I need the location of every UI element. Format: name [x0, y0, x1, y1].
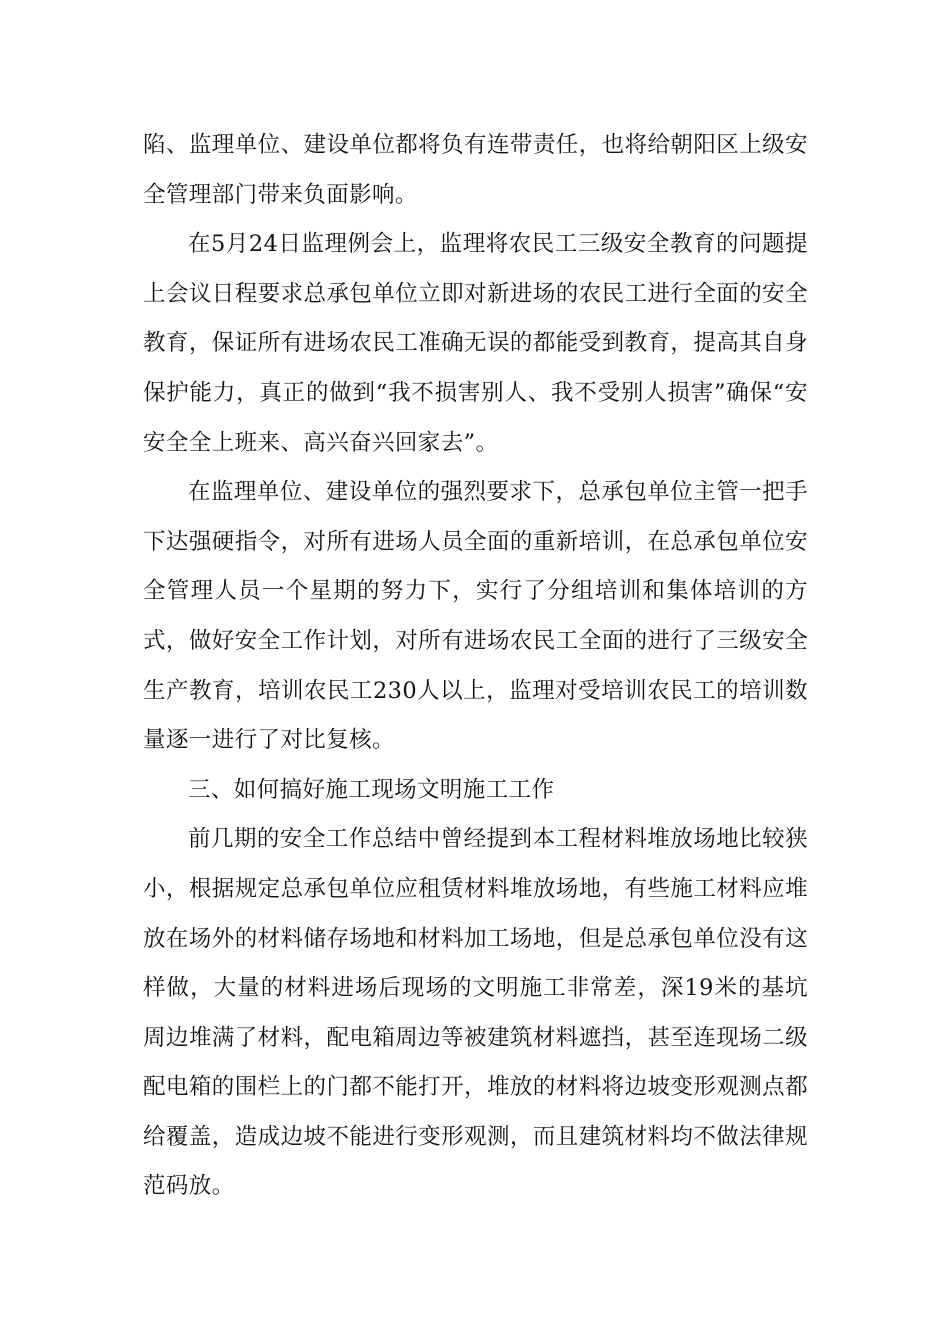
paragraph-safety-education-meeting: 在5月24日监理例会上，监理将农民工三级安全教育的问题提上会议日程要求总承包单位立即对新进场的农民工进行全面的安全教育，保证所有进场农民工准确无误的都能受到教育，提高其自身保护能力，真正的做到“我不损害别人、我不受别人损害”确保“安安全全上班来、高兴奋兴回家去”。: [143, 231, 808, 456]
paragraph-material-storage: 前几期的安全工作总结中曾经提到本工程材料堆放场地比较狭小，根据规定总承包单位应租赁材料堆放场地，有些施工材料应堆放在场外的材料储存场地和材料加工场地，但是总承包单位没有这样做，大量的材料进场后现场的文明施工非常差，深19米的基坑周边堆满了材料，配电箱周边等被建筑材料遮挡，甚至连现场二级配电箱的围栏上的门都不能打开，堆放的材料将边坡变形观测点都给覆盖，造成边坡不能进行变形观测，而且建筑材料均不做法律规范码放。: [143, 826, 808, 1200]
paragraph-training-results: 在监理单位、建设单位的强烈要求下，总承包单位主管一把手下达强硬指令，对所有进场人员全面的重新培训，在总承包单位安全管理人员一个星期的努力下，实行了分组培训和集体培训的方式，做好安全工作计划，对所有进场农民工全面的进行了三级安全生产教育，培训农民工230人以上，监理对受培训农民工的培训数量逐一进行了对比复核。: [143, 479, 808, 754]
section-heading-civilized-construction: 三、如何搞好施工现场文明施工工作: [188, 776, 555, 803]
paragraph-continuation: 陷、监理单位、建设单位都将负有连带责任，也将给朝阳区上级安全管理部门带来负面影响。: [143, 132, 808, 208]
document-body: [143, 121, 808, 1212]
